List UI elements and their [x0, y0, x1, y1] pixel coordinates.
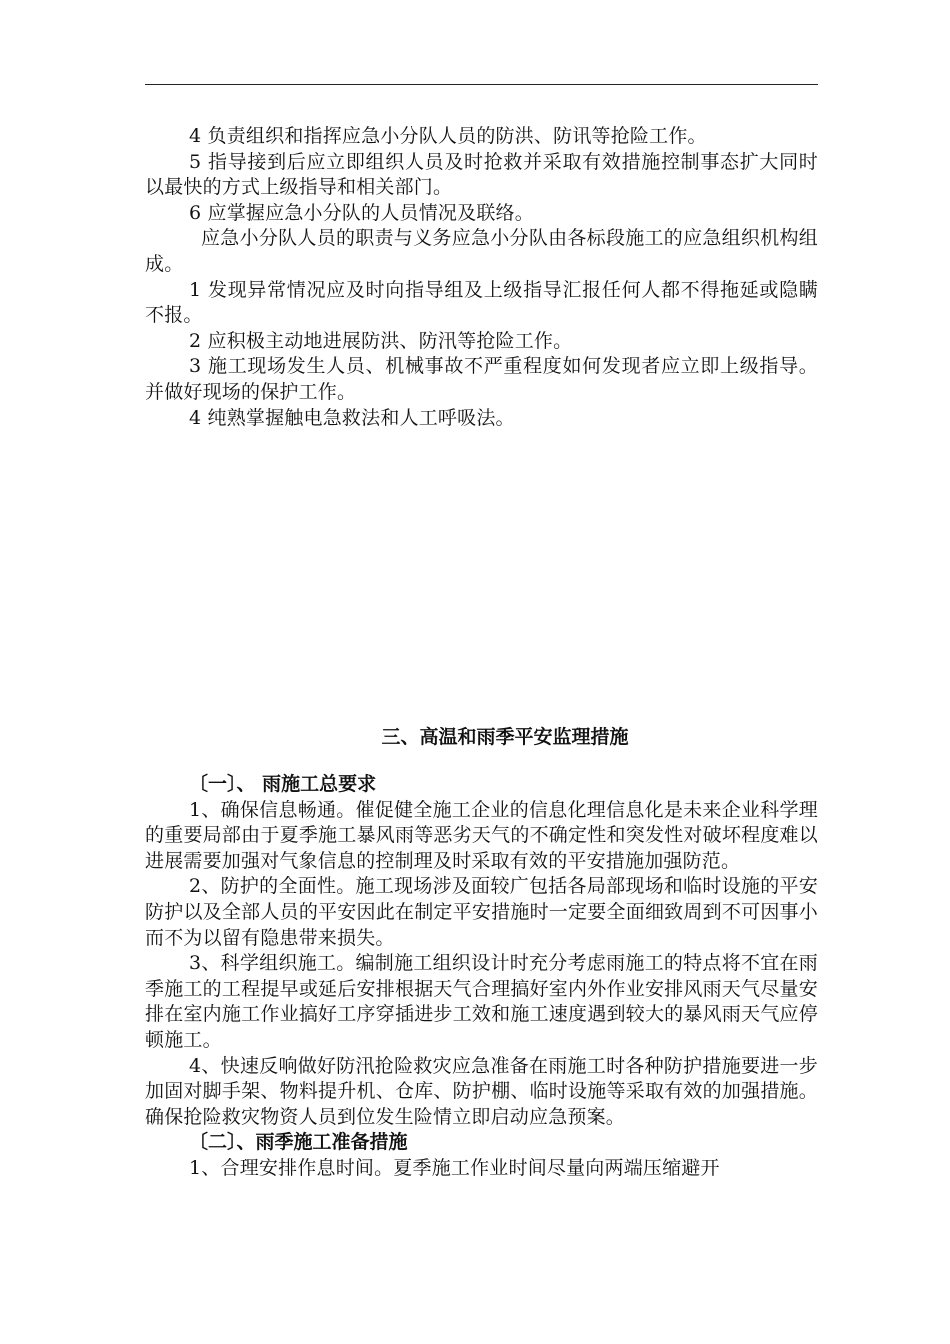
paragraph: 5 指导接到后应立即组织人员及时抢救并采取有效措施控制事态扩大同时以最快的方式上级指导和相关部门。: [145, 150, 818, 199]
subsection-heading: 〔一〕、 雨施工总要求: [189, 773, 377, 795]
paragraph: 2 应积极主动地进展防洪、防汛等抢险工作。: [189, 329, 573, 352]
paragraph: 2、防护的全面性。施工现场涉及面较广包括各局部现场和临时设施的平安防护以及全部人员的平安因此在制定平安措施时一定要全面细致周到不可因事小而不为以留有隐患带来损失。: [145, 875, 818, 949]
subsection-heading: 〔二〕、雨季施工准备措施: [189, 1131, 408, 1154]
paragraph: 应急小分队人员的职责与义务应急小分队由各标段施工的应急组织机构组成。: [145, 227, 818, 275]
paragraph: 3、科学组织施工。编制施工组织设计时充分考虑雨施工的特点将不宜在雨季施工的工程提早或延后安排根据天气合理搞好室内外作业安排风雨天气尽量安排在室内施工作业搞好工序穿插进步工效和施工速度遇到较大的暴风雨天气应停顿施工。: [145, 952, 818, 1051]
header-rule: [145, 84, 818, 85]
paragraph: 4 负责组织和指挥应急小分队人员的防洪、防讯等抢险工作。: [189, 125, 707, 147]
paragraph: 6 应掌握应急小分队的人员情况及联络。: [189, 201, 534, 224]
paragraph: 1、合理安排作息时间。夏季施工作业时间尽量向两端压缩避开: [189, 1156, 720, 1179]
paragraph: 4、快速反响做好防汛抢险救灾应急准备在雨施工时各种防护措施要进一步加固对脚手架、物料提升机、仓库、防护棚、临时设施等采取有效的加强措施。确保抢险救灾物资人员到位发生险情立即启动应急预案。: [145, 1054, 818, 1128]
paragraph: 1 发现异常情况应及时向指导组及上级指导汇报任何人都不得拖延或隐瞒不报。: [145, 278, 818, 327]
paragraph: 3 施工现场发生人员、机械事故不严重程度如何发现者应立即上级指导。并做好现场的保护工作。: [145, 355, 818, 403]
section-rain-measures: [145, 772, 818, 1182]
section-responsibilities: [145, 124, 818, 431]
section-title: 三、高温和雨季平安监理措施: [381, 726, 629, 748]
paragraph: 1、确保信息畅通。催促健全施工企业的信息化理信息化是未来企业科学理的重要局部由于夏季施工暴风雨等恶劣天气的不确定性和突发性对破坏程度难以进展需要加强对气象信息的控制理及时采取有效的平安措施加强防范。: [145, 798, 818, 872]
paragraph: 4 纯熟掌握触电急救法和人工呼吸法。: [189, 406, 515, 429]
